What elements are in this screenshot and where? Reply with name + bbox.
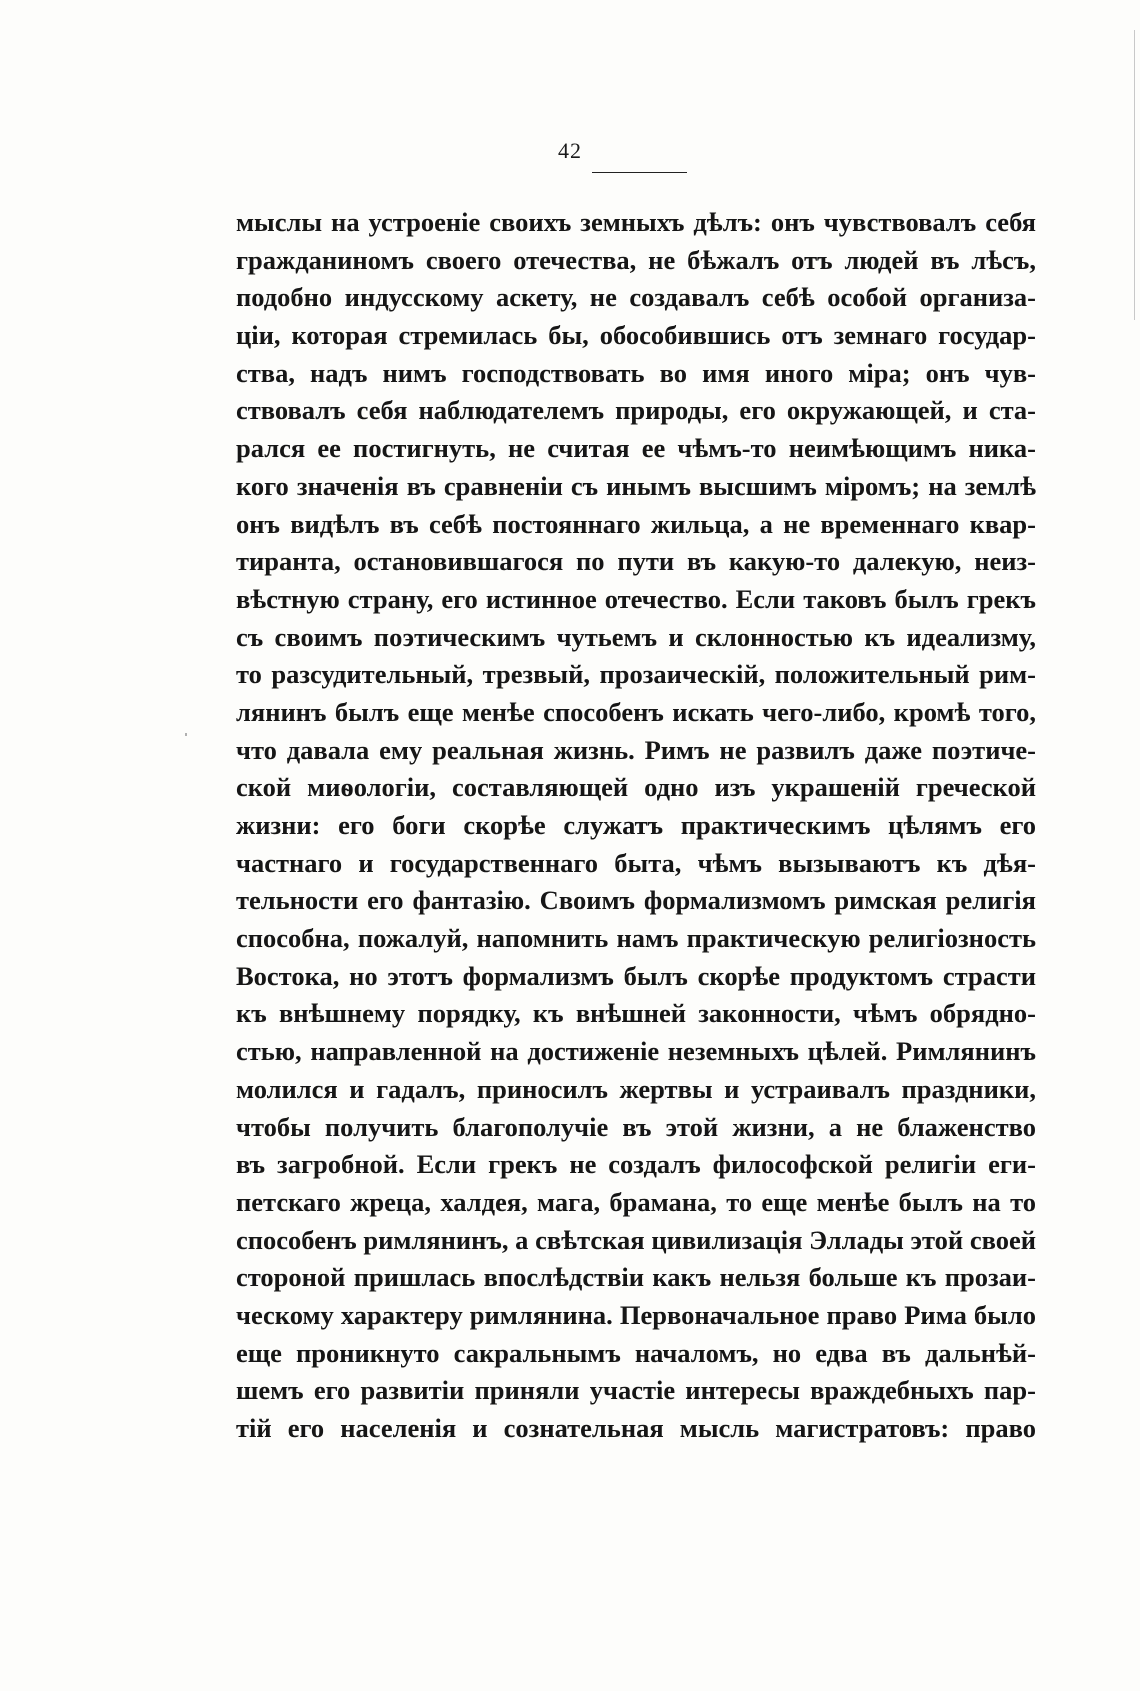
text-line: ціи, которая стремилась бы, обособившись отъ земнаго государ- <box>236 320 1036 351</box>
text-line: мыслы на устроеніе своихъ земныхъ дѣлъ: онъ чувствовалъ себя <box>236 207 1036 237</box>
text-line: лянинъ былъ еще менѣе способенъ искать чего-либо, кромѣ того, <box>236 696 1036 727</box>
text-line: тій его населенія и сознательная мысль магистратовъ: право <box>236 1413 1036 1443</box>
text-line: что давала ему реальная жизнь. Римъ не развилъ даже поэтиче- <box>236 734 1036 765</box>
text-line: способенъ римлянинъ, а свѣтская цивилизація Эллады этой своей <box>236 1224 1036 1255</box>
text-line: Востока, но этотъ формализмъ былъ скорѣе продуктомъ страсти <box>236 960 1036 991</box>
text-line: въ загробной. Если грекъ не создалъ философской религіи еги- <box>236 1149 1036 1180</box>
text-line: частнаго и государственнаго быта, чѣмъ вызываютъ къ дѣя- <box>236 847 1036 878</box>
text-line: къ внѣшнему порядку, къ внѣшней законности, чѣмъ обрядно- <box>236 998 1036 1029</box>
text-line: жизни: его боги скорѣе служатъ практическимъ цѣлямъ его <box>236 810 1036 840</box>
text-line: то разсудительный, трезвый, прозаическій, положительный рим- <box>236 659 1036 690</box>
text-line: рался ее постигнуть, не считая ее чѣмъ-то неимѣющимъ ника- <box>236 433 1036 464</box>
text-line: ства, надъ нимъ господствовать во имя иного міра; онъ чув- <box>236 357 1036 388</box>
text-line: тиранта, остановившагося по пути въ какую-то далекую, неиз- <box>236 546 1036 577</box>
text-line: вѣстную страну, его истинное отечество. Если таковъ былъ грекъ <box>236 583 1036 614</box>
text-line: еще проникнуто сакральнымъ началомъ, но едва въ дальнѣй- <box>236 1337 1036 1368</box>
text-line: чтобы получить благополучіе въ этой жизни, а не блаженство <box>236 1111 1036 1142</box>
body-text <box>236 204 1036 1448</box>
text-line: способна, пожалуй, напомнить намъ практическую религіозность <box>236 923 1036 954</box>
text-line: стью, направленной на достиженіе неземныхъ цѣлей. Римлянинъ <box>236 1036 1036 1067</box>
page-number: 42 <box>558 138 582 163</box>
text-line: ствовалъ себя наблюдателемъ природы, его окружающей, и ста- <box>236 395 1036 426</box>
text-line: онъ видѣлъ въ себѣ постояннаго жильца, а не временнаго квар- <box>236 508 1036 539</box>
page-number-rule <box>592 172 687 173</box>
text-line: петскаго жреца, халдея, мага, брамана, то еще менѣе былъ на то <box>236 1186 1036 1217</box>
page-edge-mark <box>1134 30 1135 320</box>
text-line: ской миѳологіи, составляющей одно изъ украшеній греческой <box>236 772 1036 803</box>
text-line: шемъ его развитіи приняли участіе интересы враждебныхъ пар- <box>236 1375 1036 1406</box>
text-line: съ своимъ поэтическимъ чутьемъ и склонностью къ идеализму, <box>236 621 1036 652</box>
text-line: кого значенія въ сравненіи съ инымъ высшимъ міромъ; на землѣ <box>236 470 1036 501</box>
text-line: подобно индусскому аскету, не создавалъ себѣ особой организа- <box>236 282 1036 313</box>
margin-speck <box>185 733 187 736</box>
text-line: тельности его фантазію. Своимъ формализмомъ римская религія <box>236 885 1036 916</box>
text-line: молился и гадалъ, приносилъ жертвы и устраивалъ праздники, <box>236 1073 1036 1104</box>
text-line: гражданиномъ своего отечества, не бѣжалъ отъ людей въ лѣсъ, <box>236 244 1036 275</box>
text-line: ческому характеру римлянина. Первоначальное право Рима было <box>236 1299 1036 1330</box>
text-line: стороной пришлась впослѣдствіи какъ нельзя больше къ прозаи- <box>236 1262 1036 1293</box>
